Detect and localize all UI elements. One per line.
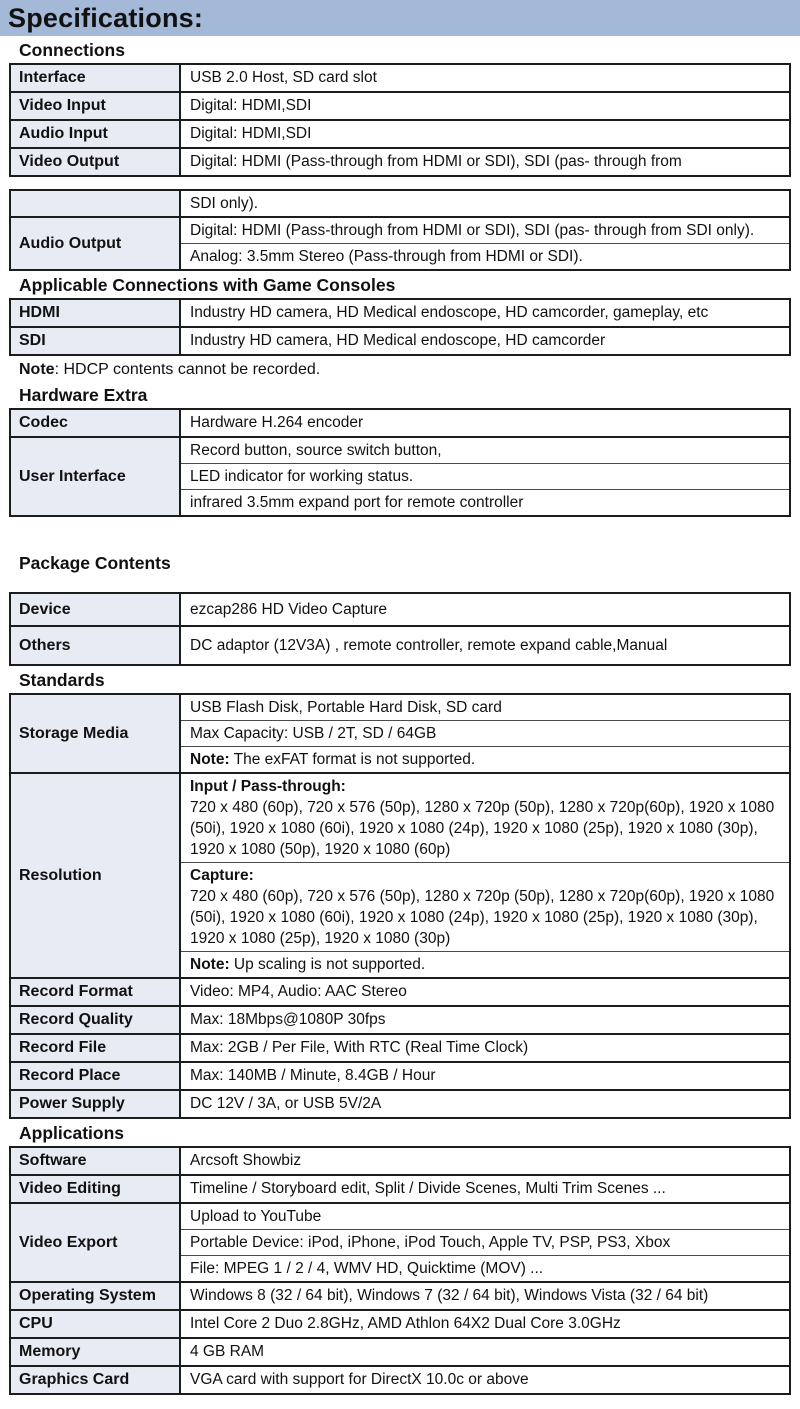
row-label: Audio Input bbox=[19, 125, 108, 142]
row-label: Device bbox=[19, 600, 71, 618]
value-line bbox=[190, 466, 780, 487]
row-label-cell bbox=[11, 1091, 181, 1117]
row-label-cell bbox=[11, 1035, 181, 1061]
row-label-cell bbox=[11, 979, 181, 1005]
value-line bbox=[190, 412, 780, 433]
value-text: Capture: bbox=[190, 867, 254, 884]
row-value-column bbox=[181, 1367, 789, 1393]
row-label-cell bbox=[11, 438, 181, 515]
value-text: Max: 140MB / Minute, 8.4GB / Hour bbox=[190, 1067, 436, 1084]
value-text: The exFAT format is not supported. bbox=[229, 751, 476, 768]
value-text: Max: 2GB / Per File, With RTC (Real Time Clock) bbox=[190, 1039, 529, 1056]
value-cell bbox=[181, 1367, 789, 1392]
value-line bbox=[190, 723, 780, 744]
value-line bbox=[190, 1037, 780, 1058]
table-row bbox=[11, 436, 789, 515]
value-text: Arcsoft Showbiz bbox=[190, 1152, 302, 1169]
value-line bbox=[190, 302, 780, 323]
value-cell bbox=[181, 1339, 789, 1364]
value-cell bbox=[181, 93, 789, 118]
table-row bbox=[11, 326, 789, 354]
value-text: Input / Pass-through: bbox=[190, 778, 346, 795]
row-value-column bbox=[181, 93, 789, 119]
row-value-column bbox=[181, 627, 789, 664]
value-cell bbox=[181, 1148, 789, 1173]
table-row bbox=[11, 191, 789, 216]
value-cell bbox=[181, 1007, 789, 1032]
value-cell bbox=[181, 720, 789, 746]
value-line bbox=[190, 954, 780, 975]
row-label-cell bbox=[11, 1063, 181, 1089]
value-text: Note: bbox=[190, 751, 230, 768]
row-label: Resolution bbox=[19, 866, 102, 884]
section-header: Applications bbox=[19, 1123, 125, 1143]
value-text: Industry HD camera, HD Medical endoscope, HD camcorder bbox=[190, 332, 606, 349]
row-label: Video Export bbox=[19, 1233, 118, 1251]
row-label-cell bbox=[11, 627, 181, 664]
row-label-cell bbox=[11, 410, 181, 436]
row-label: Audio Output bbox=[19, 234, 122, 252]
table-row bbox=[11, 772, 789, 977]
value-text: Note bbox=[19, 361, 55, 378]
table-row bbox=[11, 119, 789, 147]
row-value-column bbox=[181, 1204, 789, 1281]
value-text: Digital: HDMI (Pass-through from HDMI or SDI), SDI (pas- through from SDI only). bbox=[190, 222, 755, 239]
row-label-cell bbox=[11, 328, 181, 354]
value-line bbox=[190, 1285, 780, 1306]
row-value-column bbox=[181, 1007, 789, 1033]
value-text: Hardware H.264 encoder bbox=[190, 414, 364, 431]
page-title: Specifications: bbox=[8, 2, 204, 33]
value-cell bbox=[181, 1204, 789, 1229]
value-text: 720 x 480 (60p), 720 x 576 (50p), 1280 x 720p (50p), 1280 x 720p(60p), 1920 x 1080 (50i), 1920 x 1080 (60i), 1920 x 1080 (24p), 1920 x 1080 (25p), 1920 x 1080 (30p), 1920 x 1080 (25p), 1920 x 1080 (30p) bbox=[190, 888, 775, 947]
value-cell bbox=[181, 149, 789, 174]
value-line bbox=[190, 1258, 780, 1279]
value-line bbox=[190, 886, 780, 949]
spec-table-standards bbox=[9, 693, 791, 1119]
value-line bbox=[190, 599, 780, 620]
value-text: DC adaptor (12V3A) , remote controller, remote expand cable,Manual bbox=[190, 637, 668, 654]
value-line bbox=[190, 1178, 780, 1199]
row-label-cell bbox=[11, 1283, 181, 1309]
row-label: SDI bbox=[19, 332, 46, 349]
row-label-cell bbox=[11, 695, 181, 772]
row-label-cell bbox=[11, 191, 181, 216]
table-row bbox=[11, 410, 789, 436]
table-row bbox=[11, 147, 789, 175]
value-cell bbox=[181, 463, 789, 489]
value-line bbox=[190, 123, 780, 144]
row-label: Storage Media bbox=[19, 724, 129, 742]
row-label: Memory bbox=[19, 1343, 81, 1360]
row-value-column bbox=[181, 979, 789, 1005]
value-text: 720 x 480 (60p), 720 x 576 (50p), 1280 x 720p (50p), 1280 x 720p(60p), 1920 x 1080 (50i), 1920 x 1080 (60i), 1920 x 1080 (24p), 1920 x 1080 (25p), 1920 x 1080 (30p), 1920 x 1080 (50p), 1920 x 1080 (60p) bbox=[190, 799, 775, 858]
table-row bbox=[11, 1309, 789, 1337]
spec-table-package bbox=[9, 592, 791, 666]
section-header: Applicable Connections with Game Consoles bbox=[19, 275, 396, 295]
value-text: Digital: HDMI,SDI bbox=[190, 125, 312, 142]
row-label-cell bbox=[11, 774, 181, 977]
table-row bbox=[11, 1365, 789, 1393]
row-value-column bbox=[181, 1176, 789, 1202]
row-value-column bbox=[181, 65, 789, 91]
value-line bbox=[19, 359, 791, 381]
spec-table-applications bbox=[9, 1146, 791, 1395]
row-label: Record Quality bbox=[19, 1011, 133, 1028]
value-line bbox=[190, 1232, 780, 1253]
row-value-column bbox=[181, 410, 789, 436]
value-line bbox=[190, 220, 780, 241]
section-header: Hardware Extra bbox=[19, 385, 148, 405]
value-line bbox=[190, 1009, 780, 1030]
row-value-column bbox=[181, 1035, 789, 1061]
table-row bbox=[11, 1033, 789, 1061]
row-value-column bbox=[181, 438, 789, 515]
value-cell bbox=[181, 300, 789, 325]
value-line bbox=[190, 776, 780, 797]
row-label: Others bbox=[19, 636, 71, 654]
value-cell bbox=[181, 1255, 789, 1281]
value-text: Up scaling is not supported. bbox=[229, 956, 426, 973]
value-cell bbox=[181, 191, 789, 216]
row-label: Record File bbox=[19, 1039, 107, 1056]
value-cell bbox=[181, 121, 789, 146]
spec-table-connections bbox=[9, 63, 791, 177]
row-value-column bbox=[181, 1148, 789, 1174]
value-cell bbox=[181, 243, 789, 269]
spec-table-hardware-extra bbox=[9, 408, 791, 517]
row-label-cell bbox=[11, 1339, 181, 1365]
value-cell bbox=[181, 594, 789, 625]
value-line bbox=[190, 981, 780, 1002]
value-line bbox=[190, 1369, 780, 1390]
value-line bbox=[190, 1093, 780, 1114]
value-cell bbox=[181, 438, 789, 463]
vertical-gap bbox=[9, 517, 791, 549]
table-row bbox=[11, 695, 789, 772]
section-header: Standards bbox=[19, 670, 105, 690]
row-label: Power Supply bbox=[19, 1095, 125, 1112]
value-cell bbox=[181, 1283, 789, 1308]
value-line bbox=[190, 440, 780, 461]
value-text: Digital: HDMI (Pass-through from HDMI or SDI), SDI (pas- through from bbox=[190, 153, 682, 170]
note-text bbox=[19, 359, 791, 381]
row-value-column bbox=[181, 121, 789, 147]
value-text: infrared 3.5mm expand port for remote controller bbox=[190, 494, 524, 511]
table-row bbox=[11, 1005, 789, 1033]
row-value-column bbox=[181, 328, 789, 354]
value-line bbox=[190, 697, 780, 718]
row-label: CPU bbox=[19, 1315, 53, 1332]
row-value-column bbox=[181, 1283, 789, 1309]
value-cell bbox=[181, 328, 789, 353]
row-label: Record Place bbox=[19, 1067, 121, 1084]
vertical-gap bbox=[9, 177, 791, 189]
value-cell bbox=[181, 627, 789, 664]
value-text: Windows 8 (32 / 64 bit), Windows 7 (32 / 64 bit), Windows Vista (32 / 64 bit) bbox=[190, 1287, 709, 1304]
value-cell bbox=[181, 1063, 789, 1088]
value-text: File: MPEG 1 / 2 / 4, WMV HD, Quicktime (MOV) ... bbox=[190, 1260, 544, 1277]
value-text: USB Flash Disk, Portable Hard Disk, SD card bbox=[190, 699, 502, 716]
value-text: Digital: HDMI,SDI bbox=[190, 97, 312, 114]
value-text: SDI only). bbox=[190, 195, 259, 212]
value-cell bbox=[181, 1176, 789, 1201]
value-line bbox=[190, 193, 780, 214]
table-row bbox=[11, 216, 789, 269]
value-line bbox=[190, 1313, 780, 1334]
value-text: Max: 18Mbps@1080P 30fps bbox=[190, 1011, 386, 1028]
spec-table-consoles bbox=[9, 298, 791, 356]
row-value-column bbox=[181, 1311, 789, 1337]
table-row bbox=[11, 1174, 789, 1202]
table-row bbox=[11, 1148, 789, 1174]
value-line bbox=[190, 1206, 780, 1227]
row-value-column bbox=[181, 300, 789, 326]
row-label: Codec bbox=[19, 414, 68, 431]
value-cell bbox=[181, 1091, 789, 1116]
spec-table-audio-output bbox=[9, 189, 791, 271]
value-line bbox=[190, 151, 780, 172]
value-cell bbox=[181, 410, 789, 435]
value-text: Portable Device: iPod, iPhone, iPod Touch, Apple TV, PSP, PS3, Xbox bbox=[190, 1234, 671, 1251]
value-cell bbox=[181, 695, 789, 720]
table-row bbox=[11, 300, 789, 326]
row-value-column bbox=[181, 695, 789, 772]
value-cell bbox=[181, 1229, 789, 1255]
value-text: Record button, source switch button, bbox=[190, 442, 442, 459]
value-cell bbox=[181, 218, 789, 243]
value-text: : HDCP contents cannot be recorded. bbox=[54, 361, 321, 378]
value-text: 4 GB RAM bbox=[190, 1343, 265, 1360]
value-cell bbox=[181, 489, 789, 515]
value-line bbox=[190, 492, 780, 513]
value-line bbox=[190, 1341, 780, 1362]
table-row bbox=[11, 1281, 789, 1309]
value-text: USB 2.0 Host, SD card slot bbox=[190, 69, 377, 86]
value-text: VGA card with support for DirectX 10.0c or above bbox=[190, 1371, 529, 1388]
row-label: User Interface bbox=[19, 467, 126, 485]
row-value-column bbox=[181, 594, 789, 625]
row-value-column bbox=[181, 774, 789, 977]
table-row bbox=[11, 977, 789, 1005]
table-row bbox=[11, 1061, 789, 1089]
value-line bbox=[190, 749, 780, 770]
value-cell bbox=[181, 1311, 789, 1336]
value-text: DC 12V / 3A, or USB 5V/2A bbox=[190, 1095, 382, 1112]
row-value-column bbox=[181, 218, 789, 269]
page-title-bar bbox=[0, 0, 800, 36]
row-value-column bbox=[181, 1091, 789, 1117]
value-text: Video: MP4, Audio: AAC Stereo bbox=[190, 983, 407, 1000]
spec-content bbox=[0, 39, 800, 1409]
row-value-column bbox=[181, 1063, 789, 1089]
row-value-column bbox=[181, 1339, 789, 1365]
vertical-gap bbox=[9, 576, 791, 592]
row-label: Record Format bbox=[19, 983, 133, 1000]
row-label: Video Editing bbox=[19, 1180, 121, 1197]
row-label: Video Input bbox=[19, 97, 106, 114]
value-cell bbox=[181, 1035, 789, 1060]
value-line bbox=[190, 797, 780, 860]
row-label-cell bbox=[11, 1148, 181, 1174]
row-value-column bbox=[181, 149, 789, 175]
value-cell bbox=[181, 746, 789, 772]
row-label-cell bbox=[11, 1176, 181, 1202]
row-label-cell bbox=[11, 218, 181, 269]
value-line bbox=[190, 635, 780, 656]
value-line bbox=[190, 1150, 780, 1171]
row-label-cell bbox=[11, 1204, 181, 1281]
value-line bbox=[190, 246, 780, 267]
value-text: LED indicator for working status. bbox=[190, 468, 414, 485]
value-text: Note: bbox=[190, 956, 230, 973]
value-cell bbox=[181, 65, 789, 90]
value-text: Timeline / Storyboard edit, Split / Divide Scenes, Multi Trim Scenes ... bbox=[190, 1180, 666, 1197]
table-row bbox=[11, 1202, 789, 1281]
table-row bbox=[11, 65, 789, 91]
value-line bbox=[190, 865, 780, 886]
table-row bbox=[11, 1337, 789, 1365]
row-label-cell bbox=[11, 1367, 181, 1393]
value-text: Industry HD camera, HD Medical endoscope, HD camcorder, gameplay, etc bbox=[190, 304, 709, 321]
value-line bbox=[190, 330, 780, 351]
row-label-cell bbox=[11, 93, 181, 119]
section-header: Package Contents bbox=[19, 553, 171, 573]
row-label-cell bbox=[11, 300, 181, 326]
row-label-cell bbox=[11, 121, 181, 147]
row-value-column bbox=[181, 191, 789, 216]
row-label-cell bbox=[11, 1311, 181, 1337]
value-cell bbox=[181, 862, 789, 951]
row-label: Software bbox=[19, 1152, 87, 1169]
row-label-cell bbox=[11, 65, 181, 91]
value-line bbox=[190, 1065, 780, 1086]
table-row bbox=[11, 594, 789, 625]
value-cell bbox=[181, 979, 789, 1004]
row-label-cell bbox=[11, 149, 181, 175]
value-line bbox=[190, 67, 780, 88]
row-label: Operating System bbox=[19, 1287, 156, 1304]
value-cell bbox=[181, 951, 789, 977]
table-row bbox=[11, 1089, 789, 1117]
table-row bbox=[11, 91, 789, 119]
value-cell bbox=[181, 774, 789, 862]
value-text: ezcap286 HD Video Capture bbox=[190, 601, 388, 618]
value-text: Max Capacity: USB / 2T, SD / 64GB bbox=[190, 725, 437, 742]
value-text: Intel Core 2 Duo 2.8GHz, AMD Athlon 64X2 Dual Core 3.0GHz bbox=[190, 1315, 621, 1332]
row-label-cell bbox=[11, 594, 181, 625]
row-label-cell bbox=[11, 1007, 181, 1033]
value-text: Analog: 3.5mm Stereo (Pass-through from HDMI or SDI). bbox=[190, 248, 583, 265]
value-line bbox=[190, 95, 780, 116]
section-header: Connections bbox=[19, 40, 125, 60]
value-text: Upload to YouTube bbox=[190, 1208, 322, 1225]
table-row bbox=[11, 625, 789, 664]
row-label: HDMI bbox=[19, 304, 60, 321]
row-label: Video Output bbox=[19, 153, 120, 170]
row-label: Graphics Card bbox=[19, 1371, 130, 1388]
row-label: Interface bbox=[19, 69, 86, 86]
